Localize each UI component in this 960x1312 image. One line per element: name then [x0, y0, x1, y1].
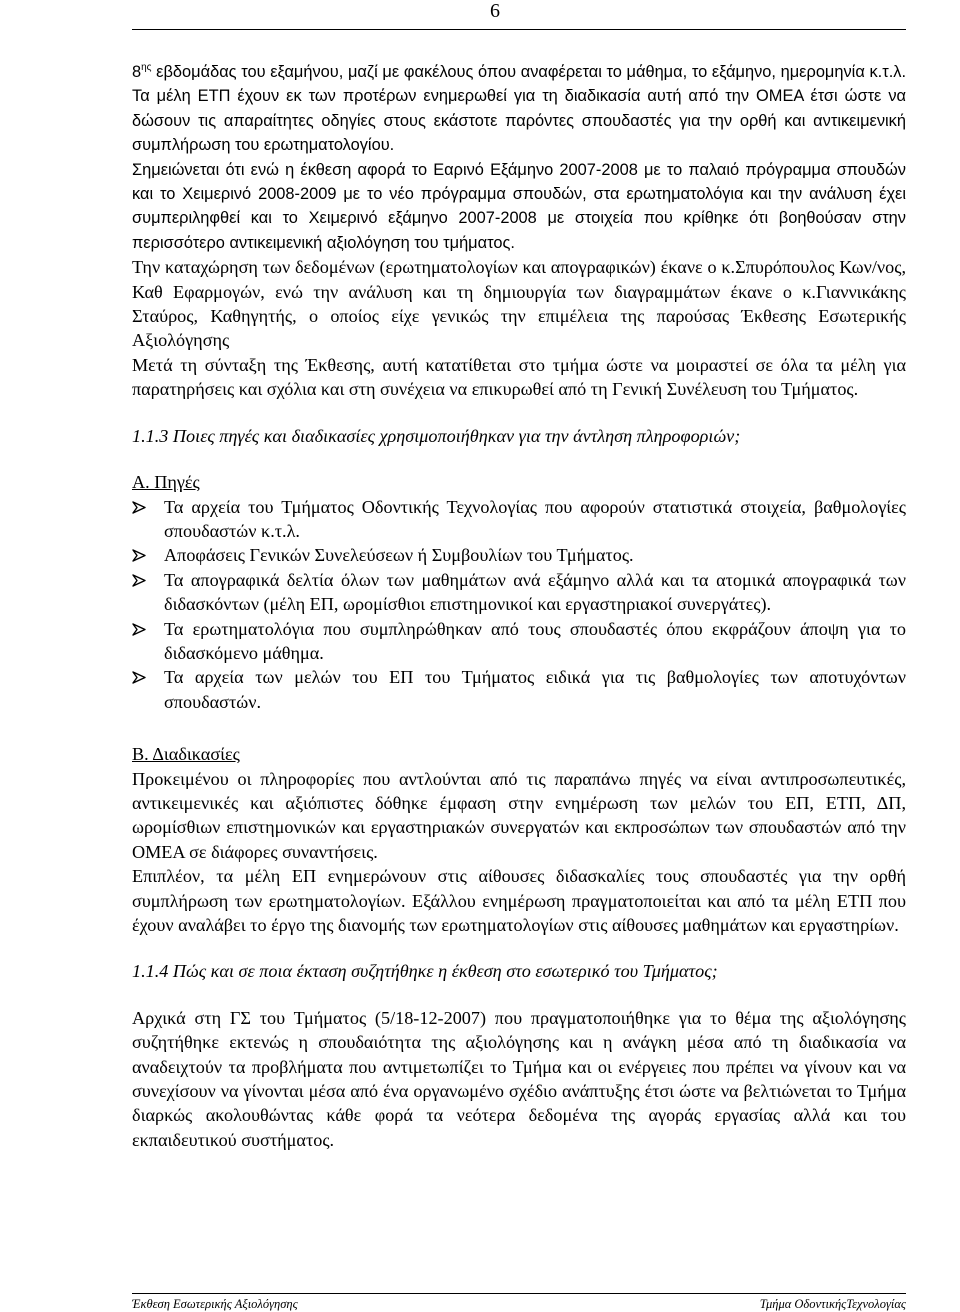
- paragraph-additional-info: Επιπλέον, τα μέλη ΕΠ ενημερώνουν στις αίθουσες διδασκαλίες τους σπουδαστές για την ορθή συμπλήρωση των ερωτηματολογίων. Εξάλλου ενημέρωση πραγματοποιείται και από τα μέλη ΕΤΠ που έχουν αναλάβει το έργο της διανομής των ερωτηματολογίων στις αίθουσες μαθημάτων και εργαστηρίων.: [132, 866, 906, 935]
- paragraph-procedures: Προκειμένου οι πληροφορίες που αντλούνται από τις παραπάνω πηγές να είναι αντιπροσωπευτικές, αντικειμενικές και αξιόπιστες δόθηκε έμφαση στην ενημέρωση των μελών του ΕΠ, ΕΤΠ, ΔΠ, ωρομίσθιων επιστημονικών και εργαστηριακών συνεργατών και εκπροσώπων των σπουδαστών από την ΟΜΕΑ σε διάφορες συναντήσεις.: [132, 768, 906, 862]
- week-number: 8: [132, 63, 142, 81]
- arrowhead-bullet-icon: [132, 568, 152, 592]
- ordinal-suffix: ης: [141, 62, 152, 73]
- page-number: 6: [490, 0, 500, 22]
- section-number: 1.1.3: [132, 425, 169, 446]
- list-item-text: Τα απογραφικά δελτία όλων των μαθημάτων ανά εξάμηνο αλλά και τα ατομικά απογραφικά των διδασκόντων (μέλη ΕΠ, ωρομίσθιοι επιστημονικοί και εργαστηριακοί συνεργάτες).: [164, 569, 906, 615]
- list-item-text: Τα αρχεία των μελών του ΕΠ του Τμήματος ειδικά για τις βαθμολογίες των αποτυχόντων σπουδαστών.: [164, 667, 906, 712]
- paragraph-text: εβδομάδας του εξαμήνου, μαζί με φακέλους όπου αναφέρεται το μάθημα, το εξάμηνο, ημερομηνία κ.τ.λ. Τα μέλη ΕΤΠ έχουν εκ των προτέρων ενημερωθεί για τη διαδικασία αυτή από την ΟΜΕΑ έτσι ώστε να δώσουν τις απαραίτητες οδηγίες στους εκάστοτε παρόντες σπουδαστές για την ορθή και αντικειμενική συμπλήρωση του ερωτηματολογίου.: [132, 63, 906, 155]
- footer-left-text: Έκθεση Εσωτερικής Αξιολόγησης: [132, 1297, 298, 1311]
- document-body: [132, 60, 906, 1152]
- subheading-procedures: Β. Διαδικασίες: [132, 744, 240, 765]
- arrowhead-bullet-icon: [132, 665, 152, 689]
- header-rule: [132, 29, 906, 30]
- list-item-text: Αποφάσεις Γενικών Συνελεύσεων ή Συμβουλίων του Τμήματος.: [164, 545, 634, 566]
- section-title: Ποιες πηγές και διαδικασίες χρησιμοποιήθηκαν για την άντληση πληροφοριών;: [168, 425, 741, 446]
- paragraph-semesters-note: Σημειώνεται ότι ενώ η έκθεση αφορά το Εαρινό Εξάμηνο 2007-2008 με το παλαιό πρόγραμμα σπουδών και το Χειμερινό 2008-2009 με το νέο πρόγραμμα σπουδών, στα ερωτηματολόγια και την ανάλυση έχει συμπεριληφθεί και το Χειμερινό εξάμηνο 2007-2008 με στοιχεία που κρίθηκε ότι βοηθούσαν στην περισσότερο αντικειμενική αξιολόγηση του τμήματος.: [132, 160, 906, 252]
- section-heading-1-1-3: [132, 424, 906, 448]
- list-item-text: Τα ερωτηματολόγια που συμπληρώθηκαν από τους σπουδαστές όπου εκφράζουν άποψη για το διδασκόμενο μάθημα.: [164, 618, 906, 663]
- paragraph-general-assembly: Αρχικά στη ΓΣ του Τμήματος (5/18-12-2007) που πραγματοποιήθηκε για το θέμα της αξιολόγησης συζητήθηκε εκτενώς η σπουδαιότητα της αξιολόγησης και η ανάγκη μέσα από τη διαδικασία να αναδειχτούν τα προβλήματα που αντιμετωπίζει το Τμήμα και οι ενέργειες που πρέπει να γίνουν και να συνεχίσουν να γίνονται μέσα από ένα οργανωμένο σχέδιο ανάπτυξης έτσι ώστε να βελτιώνεται το Τμήμα διαρκώς ακολουθώντας κάθε φορά τα νεότερα δεδομένα της αγοράς εργασίας αλλά και του εκπαιδευτικού συστήματος.: [132, 1007, 906, 1150]
- list-item: [132, 617, 906, 666]
- spacer: [132, 714, 906, 742]
- list-item: [132, 568, 906, 617]
- list-item: [132, 665, 906, 714]
- spacer: [132, 402, 906, 424]
- data-entry-text-c: Γιαννικάκης Σταύρος, Καθηγητής, ο οποίος είχε γενικώς την επιμέλεια της παρούσας Έκθεσης Εσωτερικής Αξιολόγησης: [132, 281, 906, 351]
- paragraph-report-submission: Μετά τη σύνταξη της Έκθεσης, αυτή κατατίθεται στο τμήμα ώστε να μοιραστεί σε όλα τα μέλη για παρατηρήσεις και σχόλια και στη συνέχεια να επικυρωθεί από τη Γενική Συνέλευση του Τμήματος.: [132, 354, 906, 400]
- data-entry-text-b: Σπυρόπουλος Κων/νος, Καθ Εφαρμογών, ενώ την ανάλυση και τη δημιουργία των διαγραμμάτων έκανε ο κ.: [132, 257, 906, 302]
- footer-right-text: Τμήμα ΟδοντικήςΤεχνολογίας: [759, 1297, 906, 1311]
- data-entry-text-a: Την καταχώρηση των δεδομένων (ερωτηματολογίων και απογραφικών) έκανε ο κ.: [132, 257, 736, 278]
- arrowhead-bullet-icon: [132, 495, 152, 519]
- paragraph-questionnaire-distribution: [132, 60, 906, 158]
- spacer: [132, 448, 906, 470]
- list-item: [132, 543, 906, 567]
- spacer: [132, 937, 906, 959]
- subheading-sources: Α. Πηγές: [132, 472, 200, 493]
- sources-list: [132, 495, 906, 715]
- section-heading-1-1-4: 1.1.4 Πώς και σε ποια έκταση συζητήθηκε η έκθεση στο εσωτερικό του Τμήματος;: [132, 961, 718, 982]
- list-item: [132, 495, 906, 544]
- arrowhead-bullet-icon: [132, 617, 152, 641]
- arrowhead-bullet-icon: [132, 543, 152, 567]
- spacer: [132, 984, 906, 1006]
- page-footer: [132, 1293, 906, 1311]
- list-item-text: Τα αρχεία του Τμήματος Οδοντικής Τεχνολογίας που αφορούν στατιστικά στοιχεία, βαθμολογίες σπουδαστών κ.τ.λ.: [164, 496, 906, 541]
- paragraph-data-entry: [132, 255, 906, 353]
